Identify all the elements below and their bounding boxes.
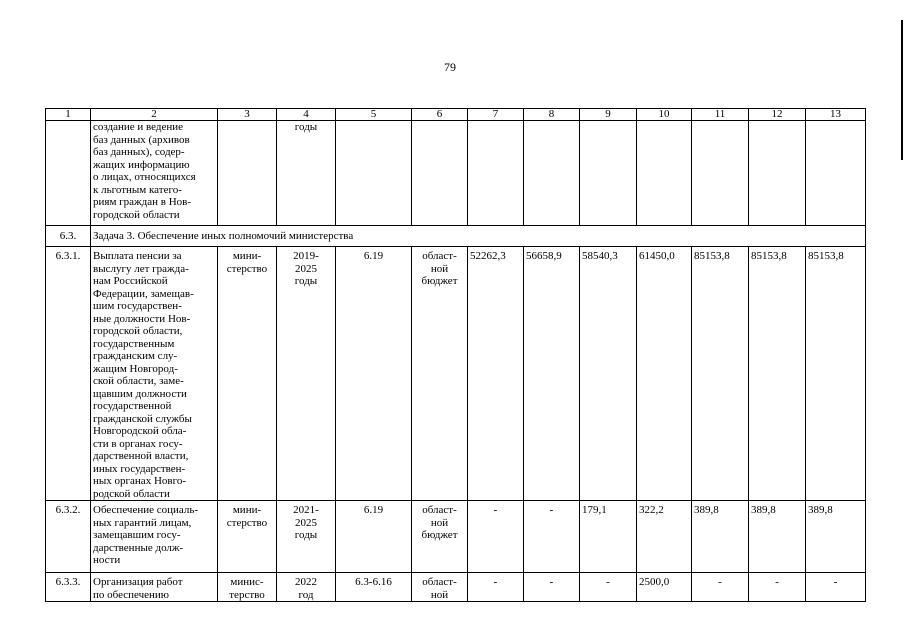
table-row (46, 121, 866, 226)
value-cell: 61450,0 (637, 247, 692, 501)
task-title-cell: Задача 3. Обеспечение иных полномочий министерства (91, 226, 866, 247)
executor-cell (218, 121, 277, 226)
executor-cell: мини- стерство (218, 247, 277, 501)
executor-cell: мини- стерство (218, 501, 277, 573)
value-cell: 85153,8 (806, 247, 866, 501)
value-cell (468, 121, 524, 226)
header-cell: 9 (580, 109, 637, 121)
row-number-cell: 6.3.3. (46, 573, 91, 602)
period-cell: 2022 год (277, 573, 336, 602)
executor-cell: минис- терство (218, 573, 277, 602)
value-cell: 389,8 (749, 501, 806, 573)
table-row (46, 501, 866, 573)
table-row (46, 573, 866, 602)
header-cell: 13 (806, 109, 866, 121)
source-cell: област- ной (412, 573, 468, 602)
header-cell: 8 (524, 109, 580, 121)
indicator-cell (336, 121, 412, 226)
header-cell: 12 (749, 109, 806, 121)
value-cell: 58540,3 (580, 247, 637, 501)
value-cell: - (468, 501, 524, 573)
description-cell: Обеспечение социаль- ных гарантий лицам, замещавшим госу- дарственные долж- ности (91, 501, 218, 573)
indicator-cell: 6.3-6.16 (336, 573, 412, 602)
description-cell: Организация работ по обеспечению (91, 573, 218, 602)
row-number-cell (46, 121, 91, 226)
value-cell: 85153,8 (749, 247, 806, 501)
source-cell: област- ной бюджет (412, 247, 468, 501)
table-header-row (46, 109, 866, 121)
indicator-cell: 6.19 (336, 501, 412, 573)
header-cell: 6 (412, 109, 468, 121)
value-cell: - (524, 573, 580, 602)
value-cell: 322,2 (637, 501, 692, 573)
value-cell: 389,8 (806, 501, 866, 573)
header-cell: 10 (637, 109, 692, 121)
header-cell: 7 (468, 109, 524, 121)
row-number-cell: 6.3.1. (46, 247, 91, 501)
value-cell (806, 121, 866, 226)
indicator-cell: 6.19 (336, 247, 412, 501)
value-cell: 52262,3 (468, 247, 524, 501)
description-cell: Выплата пенсии за выслугу лет гражда- нам Российской Федерации, замещав- шим государствен- ные должности Нов- городской области, государственным гражданским слу- жащим Новгород- ской области, заме- щавшим должности государственной гражданской службы Новгородской обла- сти в органах госу- дарственной власти, иных государствен- ных органах Новго- родской области (91, 247, 218, 501)
value-cell: 389,8 (692, 501, 749, 573)
value-cell: - (749, 573, 806, 602)
task-row (46, 226, 866, 247)
header-cell: 3 (218, 109, 277, 121)
value-cell (749, 121, 806, 226)
header-cell: 5 (336, 109, 412, 121)
source-cell: област- ной бюджет (412, 501, 468, 573)
value-cell: - (468, 573, 524, 602)
period-cell: 2019- 2025 годы (277, 247, 336, 501)
value-cell (580, 121, 637, 226)
budget-table (45, 108, 866, 602)
value-cell: 56658,9 (524, 247, 580, 501)
source-cell (412, 121, 468, 226)
period-cell: годы (277, 121, 336, 226)
row-number-cell: 6.3. (46, 226, 91, 247)
value-cell: - (806, 573, 866, 602)
value-cell: - (524, 501, 580, 573)
page-edge-line (901, 20, 903, 160)
header-cell: 1 (46, 109, 91, 121)
value-cell: 2500,0 (637, 573, 692, 602)
value-cell: 179,1 (580, 501, 637, 573)
value-cell: - (692, 573, 749, 602)
value-cell: 85153,8 (692, 247, 749, 501)
header-cell: 11 (692, 109, 749, 121)
value-cell (692, 121, 749, 226)
value-cell (637, 121, 692, 226)
header-cell: 2 (91, 109, 218, 121)
value-cell (524, 121, 580, 226)
table-row (46, 247, 866, 501)
description-cell: создание и ведение баз данных (архивов баз данных), содер- жащих информацию о лицах, относящихся к льготным катего- риям граждан в Нов- городской области (91, 121, 218, 226)
period-cell: 2021- 2025 годы (277, 501, 336, 573)
page-number: 79 (444, 60, 456, 74)
value-cell: - (580, 573, 637, 602)
header-cell: 4 (277, 109, 336, 121)
row-number-cell: 6.3.2. (46, 501, 91, 573)
